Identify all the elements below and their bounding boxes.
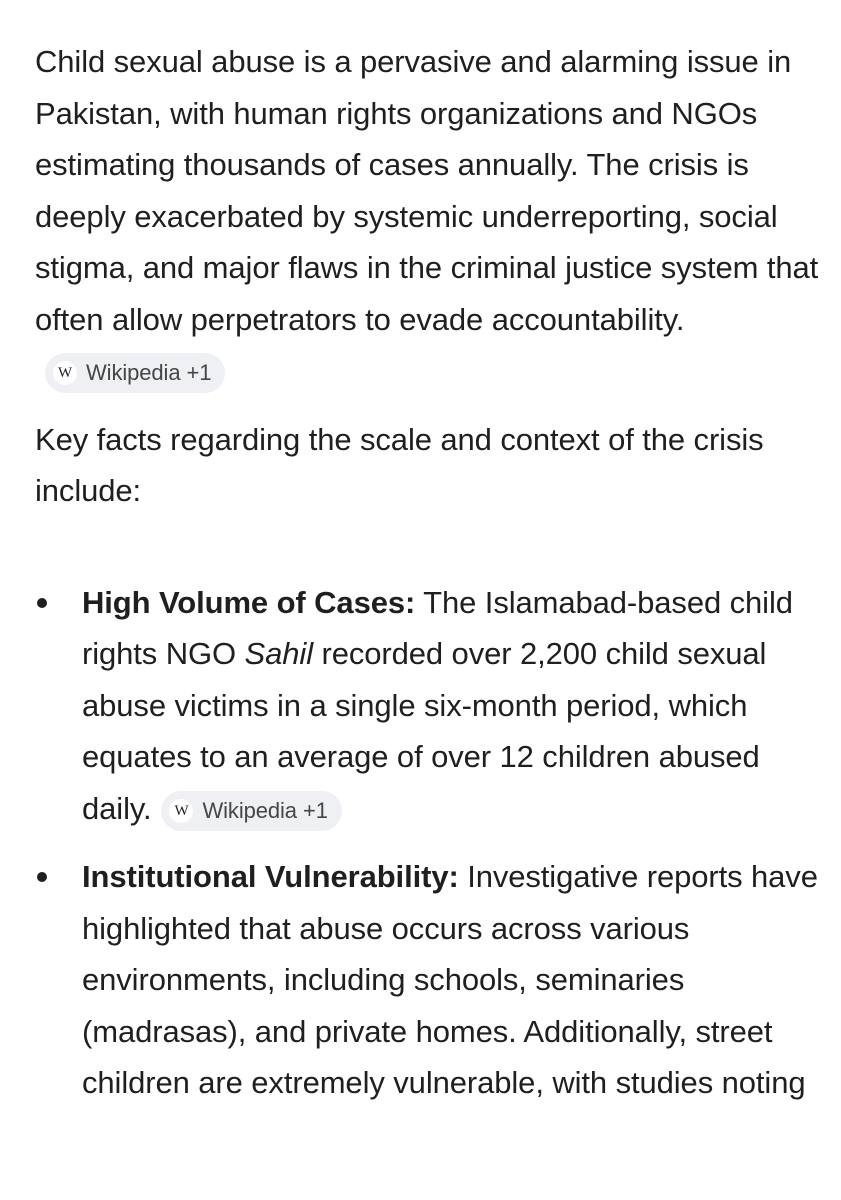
fact-title: High Volume of Cases: <box>82 584 416 620</box>
key-facts-list <box>35 577 825 1109</box>
citation-chip-wikipedia[interactable] <box>45 353 225 393</box>
citation-label: Wikipedia +1 <box>86 360 212 385</box>
list-item <box>35 851 825 1109</box>
fact-title: Institutional Vulnerability: <box>82 859 459 894</box>
fact-text: recorded over 2,200 child sexual abuse victims in a single six-month period, which equates to an average of over 12 children abused daily. <box>82 636 767 826</box>
wikipedia-icon: W <box>53 361 77 385</box>
ai-answer-body <box>35 36 825 1109</box>
citation-chip-wikipedia[interactable] <box>161 791 341 831</box>
intro-paragraph <box>35 36 825 397</box>
citation-label: Wikipedia +1 <box>202 797 328 823</box>
fact-emphasis: Sahil <box>244 636 313 671</box>
fact-text: Investigative reports have highlighted that abuse occurs across various environments, including schools, seminaries (madrasas), and private homes. Additionally, street children are extremely vulnerable, with studies noting <box>82 859 818 1100</box>
scroll-fade-overlay <box>0 1130 841 1200</box>
wikipedia-icon: W <box>169 799 193 823</box>
intro-text: Child sexual abuse is a pervasive and alarming issue in Pakistan, with human rights organizations and NGOs estimating thousands of cases annually. The crisis is deeply exacerbated by systemic underreporting, social stigma, and major flaws in the criminal justice system that often allow perpetrators to evade accountability. <box>35 44 819 337</box>
bullet-icon <box>37 872 47 882</box>
lead-paragraph: Key facts regarding the scale and context of the crisis include: <box>35 421 764 508</box>
bullet-icon <box>37 598 47 608</box>
list-item <box>35 577 825 835</box>
fact-text: The Islamabad-based child rights NGO <box>82 584 793 671</box>
